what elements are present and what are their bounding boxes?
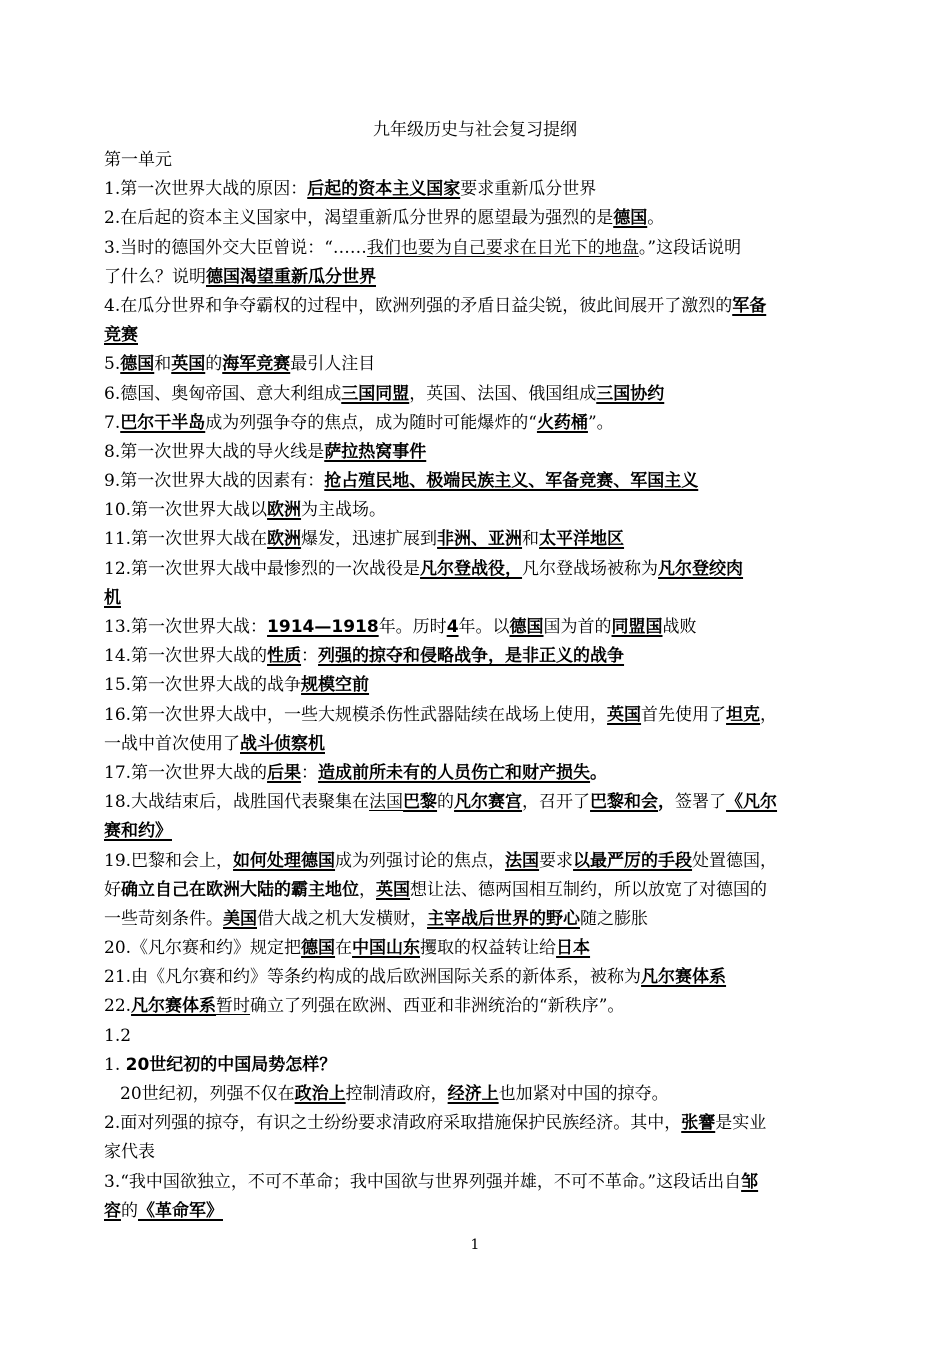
key-term: 20世纪初的中国局势怎样？	[125, 1054, 337, 1075]
text-line	[104, 788, 852, 817]
key-term: 主宰战后世界的野心	[427, 908, 580, 929]
key-term: 竞赛	[104, 325, 138, 346]
key-term: 《革命军》	[138, 1200, 223, 1221]
document-title: 九年级历史与社会复习提纲	[373, 120, 577, 140]
key-term: 张謇	[681, 1113, 716, 1134]
key-term: 4	[446, 617, 459, 637]
text-span: ，召开了	[522, 792, 591, 813]
key-term: 巴黎和会	[590, 792, 659, 813]
text-span: 凡尔登战场被称为	[522, 558, 659, 579]
text-span: 成为列强讨论的焦点，	[335, 850, 506, 871]
text-span: 20世纪初，列强不仅在	[120, 1084, 295, 1104]
key-term: 。	[590, 762, 608, 783]
text-span: 20.《凡尔赛和约》规定把	[104, 938, 302, 959]
text-span: 17.第一次世界大战的	[104, 762, 268, 783]
text-line	[104, 817, 852, 846]
text-span: 8.第一次世界大战的导火线是	[104, 441, 325, 462]
text-line	[104, 992, 852, 1021]
key-term: 1914—1918	[267, 617, 379, 637]
text-span: 5.	[104, 354, 121, 375]
text-span: 也加紧对中国的掠夺。	[498, 1084, 669, 1104]
text-line	[104, 234, 852, 263]
text-line	[104, 1168, 852, 1197]
text-span: 确立了列强在欧洲、西亚和非洲统治的“新秩序”。	[250, 996, 625, 1017]
text-line	[104, 642, 852, 671]
key-term: 同盟国	[611, 617, 663, 637]
text-line	[104, 409, 852, 438]
text-line	[104, 175, 852, 204]
text-line	[104, 1197, 852, 1226]
text-line	[104, 467, 852, 496]
key-term: 军备	[732, 295, 767, 316]
text-span: ，英国、法国、俄国组成	[409, 383, 597, 404]
key-term: 造成前所未有的人员伤亡和财产损失	[318, 762, 591, 783]
key-term: 后果	[267, 762, 302, 783]
key-term: 如何处理德国	[233, 850, 336, 871]
key-term: 巴黎	[403, 792, 438, 813]
key-term: 英国	[376, 879, 410, 900]
text-line	[104, 350, 852, 379]
underlined-text: 暂时	[216, 996, 251, 1017]
text-span: 2.在后起的资本主义国家中，渴望重新瓜分世界的愿望最为强烈的是	[104, 208, 614, 229]
text-line	[104, 263, 852, 292]
text-line	[104, 438, 852, 467]
text-span: 。	[647, 208, 665, 229]
text-span: 要求	[539, 850, 574, 871]
text-span: 控制清政府，	[345, 1084, 448, 1104]
key-term: ，	[658, 792, 676, 813]
text-span: 11.第一次世界大战在	[104, 529, 268, 550]
text-span: 国为首的	[543, 617, 612, 637]
text-span: 3.“我中国欲独立，不可不革命；我中国欲与世界列强并雄，不可不革命。”这段话出自	[104, 1171, 742, 1192]
text-span: 年。以	[458, 617, 510, 637]
text-span: 随之膨胀	[580, 908, 648, 929]
text-span: 家代表	[104, 1142, 155, 1163]
key-term: 赛和约》	[104, 821, 172, 842]
text-span: 15.第一次世界大战的战争	[104, 675, 302, 696]
text-span: 借大战之机大发横财，	[257, 908, 427, 929]
text-line	[104, 380, 852, 409]
key-term: 非洲、亚洲	[437, 529, 523, 550]
key-term: 以最严厉的手段	[573, 850, 693, 871]
text-span: 为主战场。	[301, 500, 387, 521]
text-span: 6.德国、奥匈帝国、意大利组成	[104, 383, 342, 404]
text-span: 12.第一次世界大战中最惨烈的一次战役是	[104, 558, 421, 579]
text-span: ：	[301, 762, 319, 783]
text-span: 2.面对列强的掠夺，有识之士纷纷要求清政府采取措施保护民族经济。其中，	[104, 1113, 682, 1134]
text-line	[104, 730, 852, 759]
text-span: ，	[760, 704, 778, 725]
text-span: 处置德国，	[692, 850, 778, 871]
key-term: 邹	[741, 1171, 759, 1192]
text-span: 1.	[104, 1054, 126, 1075]
key-term: 巴尔干半岛	[120, 412, 206, 433]
text-span: 成为列强争夺的焦点，成为随时可能爆炸的“	[205, 412, 537, 433]
text-span: 和	[522, 529, 540, 550]
text-span: 18.大战结束后，战胜国代表聚集在	[104, 792, 370, 813]
text-line	[104, 963, 852, 992]
text-span: 和	[154, 354, 172, 375]
text-line	[104, 555, 852, 584]
text-line	[104, 204, 852, 233]
text-line	[104, 1080, 852, 1109]
text-span: 攫取的权益转让给	[420, 938, 557, 959]
text-span: 想让法、德两国相互制约，所以放宽了对德国的	[410, 879, 767, 900]
text-line	[104, 321, 852, 350]
key-term: 日本	[556, 938, 591, 959]
key-term: 太平洋地区	[539, 529, 625, 550]
key-term: 欧洲	[267, 500, 302, 521]
key-term: 中国山东	[352, 938, 421, 959]
text-line	[104, 847, 852, 876]
text-span: ：	[301, 646, 319, 667]
key-term: 后起的资本主义国家	[307, 179, 461, 200]
text-span: 签署了	[675, 792, 727, 813]
key-term: 确立自己在欧洲大陆的霸主地位	[121, 879, 359, 900]
underlined-text: 我们也要为自己要求在日光下的地盘	[366, 237, 639, 258]
text-span: 21.由《凡尔赛和约》等条约构成的战后欧洲国际关系的新体系，被称为	[104, 967, 642, 988]
key-term: 三国同盟	[341, 383, 410, 404]
text-span: 是实业	[715, 1113, 767, 1134]
text-span: 在	[335, 938, 353, 959]
key-term: 凡尔赛体系	[131, 996, 217, 1017]
key-term: 法国	[505, 850, 540, 871]
underlined-text: 法国	[369, 792, 404, 813]
text-span: 了什么？说明	[104, 266, 206, 287]
text-span: 最引人注目	[290, 354, 376, 375]
key-term: 三国协约	[596, 383, 665, 404]
text-span: 10.第一次世界大战以	[104, 500, 268, 521]
text-span: 好	[104, 879, 121, 900]
text-span: 22.	[104, 996, 132, 1017]
text-line	[104, 1138, 852, 1167]
key-term: 德国	[613, 208, 648, 229]
text-line	[104, 613, 852, 642]
key-term: 政治上	[294, 1084, 346, 1104]
key-term: 抢占殖民地、极端民族主义、军备竞赛、军国主义	[324, 471, 699, 492]
key-term: 性质	[267, 646, 302, 667]
key-term: 萨拉热窝事件	[324, 441, 427, 462]
text-span: 7.	[104, 412, 121, 433]
text-line	[104, 934, 852, 963]
key-term: 凡尔登绞肉	[658, 558, 744, 579]
key-term: 海军竞赛	[222, 354, 291, 375]
text-span: 4.在瓜分世界和争夺霸权的过程中，欧洲列强的矛盾日益尖锐，彼此间展开了激烈的	[104, 295, 733, 316]
text-line	[104, 292, 852, 321]
text-line	[104, 905, 852, 934]
key-term: 德国	[120, 354, 155, 375]
text-span: 1.第一次世界大战的原因：	[104, 179, 308, 200]
text-span: 年。历时	[378, 617, 447, 637]
document-body	[104, 146, 852, 1226]
key-term: 德国渴望重新瓜分世界	[206, 266, 376, 287]
text-span: 19.巴黎和会上，	[104, 850, 234, 871]
text-span: 战败	[662, 617, 697, 637]
text-span: 。”这段话说明	[638, 237, 742, 258]
text-span: ，	[359, 879, 376, 900]
key-term: 规模空前	[301, 675, 370, 696]
key-term: 欧洲	[267, 529, 302, 550]
text-span: 要求重新瓜分世界	[460, 179, 597, 200]
text-span: 一些苛刻条件。	[104, 908, 223, 929]
text-span: 16.第一次世界大战中，一些大规模杀伤性武器陆续在战场上使用，	[104, 704, 608, 725]
key-term: 凡尔赛体系	[641, 967, 727, 988]
text-span: 1.2	[104, 1025, 132, 1046]
key-term: 德国	[301, 938, 336, 959]
key-term: 德国	[509, 617, 544, 637]
key-term: 《凡尔	[726, 792, 778, 813]
text-span: 9.第一次世界大战的因素有：	[104, 471, 325, 492]
text-line	[104, 146, 852, 175]
key-term: 坦克	[726, 704, 761, 725]
text-span: 14.第一次世界大战的	[104, 646, 268, 667]
key-term: 战斗侦察机	[240, 733, 325, 754]
text-span: 3.当时的德国外交大臣曾说：“……	[104, 237, 367, 258]
key-term: 美国	[223, 908, 257, 929]
text-span: 首先使用了	[641, 704, 727, 725]
text-line	[104, 1022, 852, 1051]
text-span: ”。	[587, 412, 614, 433]
text-span: 第一单元	[104, 150, 172, 170]
text-span: 的	[205, 354, 223, 375]
key-term: 列强的掠夺和侵略战争，是非正义的战争	[318, 646, 625, 667]
text-line	[104, 1109, 852, 1138]
text-line	[104, 496, 852, 525]
text-span: 13.第一次世界大战：	[104, 617, 268, 637]
text-span: 的	[121, 1200, 138, 1221]
text-span: 的	[437, 792, 455, 813]
page-number: 1	[470, 1237, 480, 1253]
text-line	[104, 701, 852, 730]
text-line	[104, 525, 852, 554]
text-line	[104, 1051, 852, 1080]
key-term: 容	[104, 1200, 121, 1221]
text-line	[104, 876, 852, 905]
key-term: 凡尔登战役，	[420, 558, 523, 579]
text-span: 爆发，迅速扩展到	[301, 529, 438, 550]
text-span: 一战中首次使用了	[104, 733, 240, 754]
key-term: 机	[104, 587, 121, 608]
key-term: 凡尔赛宫	[454, 792, 523, 813]
key-term: 经济上	[447, 1084, 499, 1104]
text-line	[104, 584, 852, 613]
text-line	[104, 671, 852, 700]
key-term: 火药桶	[536, 412, 588, 433]
key-term: 英国	[171, 354, 206, 375]
text-line	[104, 759, 852, 788]
key-term: 英国	[607, 704, 642, 725]
